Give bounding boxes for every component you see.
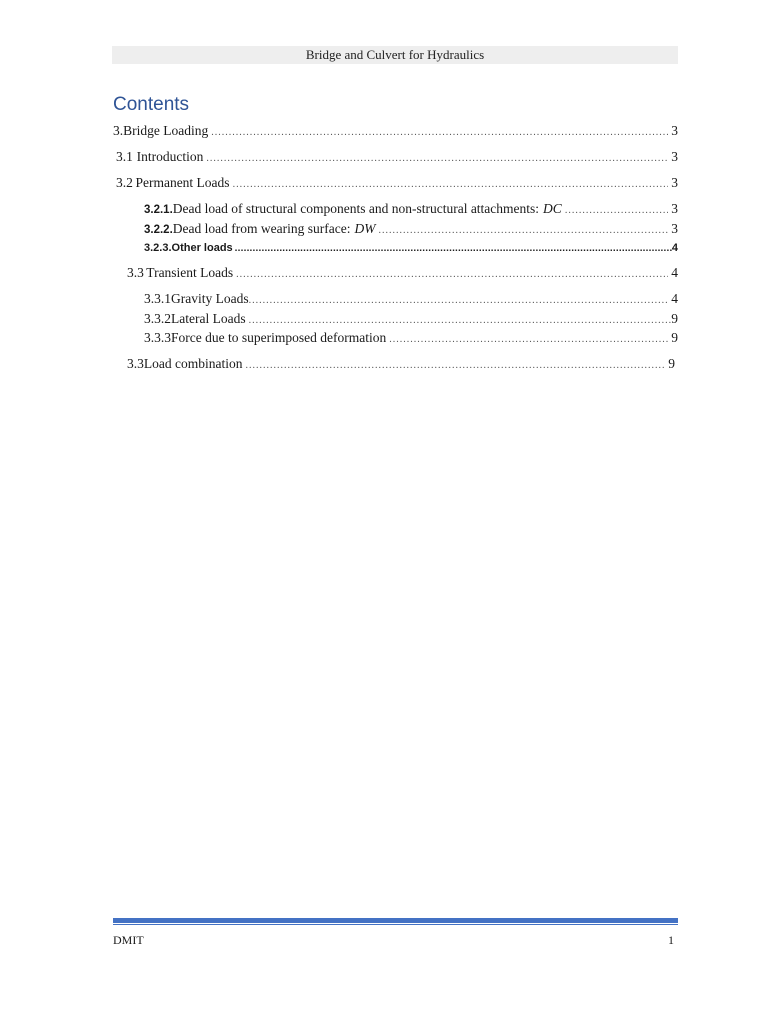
toc-title: Dead load of structural components and non-structural attachments:	[172, 201, 540, 216]
toc-number: 3.2	[116, 175, 133, 190]
toc-leader	[236, 267, 668, 283]
toc-entry-superimposed-deformation[interactable]	[144, 330, 678, 348]
toc-page: 3	[671, 201, 678, 216]
footer-page-number: 1	[668, 933, 674, 947]
toc-title: Bridge Loading	[123, 123, 209, 138]
toc-entry-lateral-loads[interactable]	[144, 311, 678, 329]
toc-entry-introduction[interactable]	[116, 149, 678, 167]
toc-title-symbol: DC	[543, 201, 562, 216]
toc-page: 4	[671, 291, 678, 306]
toc-title: Introduction	[136, 149, 204, 164]
toc-number: 3.2.3.	[144, 242, 172, 254]
toc-entry-transient-loads[interactable]	[127, 265, 678, 283]
toc-leader	[211, 125, 668, 141]
toc-title: Transient Loads	[146, 265, 234, 280]
toc-entry-gravity-loads[interactable]	[144, 291, 678, 309]
toc-page: 3	[671, 175, 678, 190]
toc-number: 3.2.1.	[144, 204, 173, 216]
header-title: Bridge and Culvert for Hydraulics	[305, 47, 485, 62]
toc-leader	[206, 151, 668, 167]
toc-leader	[565, 203, 668, 219]
toc-entry-bridge-loading[interactable]	[113, 123, 678, 141]
toc-page: 9	[668, 356, 675, 371]
contents-heading: Contents	[113, 94, 190, 115]
toc-title: Dead load from wearing surface:	[172, 221, 351, 236]
toc-leader	[389, 332, 668, 348]
toc-leader	[235, 241, 672, 257]
toc-entry-load-combination[interactable]	[127, 356, 675, 374]
toc-page: 3	[671, 123, 678, 138]
toc-leader	[249, 293, 669, 309]
toc-page: 3	[671, 221, 678, 236]
toc-page: 9	[671, 311, 678, 326]
toc-number: 3.	[113, 123, 124, 138]
toc-page: 9	[671, 330, 678, 345]
toc-number: 3.2.2.	[144, 224, 173, 236]
toc-leader	[245, 358, 665, 374]
running-header	[112, 46, 678, 64]
toc-title-symbol: DW	[354, 221, 376, 236]
toc-title: Permanent Loads	[135, 175, 230, 190]
toc-number: 3.3	[127, 356, 144, 371]
toc-leader	[249, 313, 672, 329]
toc-title: Other loads	[171, 242, 233, 254]
toc-leader	[378, 223, 668, 239]
toc-entry-dead-load-dw[interactable]	[144, 221, 678, 239]
toc-number: 3.3.1	[144, 291, 171, 306]
toc-number: 3.3	[127, 265, 144, 280]
footer-organization: DMIT	[113, 933, 144, 947]
toc-page: 4	[671, 242, 678, 254]
toc-number: 3.3.2	[144, 311, 171, 326]
toc-number: 3.3.3	[144, 330, 171, 345]
toc-entry-permanent-loads[interactable]	[116, 175, 678, 193]
toc-entry-dead-load-dc[interactable]	[144, 201, 678, 219]
toc-leader	[233, 177, 669, 193]
toc-number: 3.1	[116, 149, 133, 164]
toc-page: 4	[671, 265, 678, 280]
toc-entry-other-loads[interactable]	[144, 240, 678, 257]
toc-title: Load combination	[143, 356, 243, 371]
toc-title: Gravity Loads	[171, 291, 249, 306]
footer-rule-thin	[113, 924, 678, 925]
toc-title: Force due to superimposed deformation	[171, 330, 387, 345]
footer-rule	[113, 918, 678, 923]
toc-page: 3	[671, 149, 678, 164]
toc-title: Lateral Loads	[171, 311, 246, 326]
